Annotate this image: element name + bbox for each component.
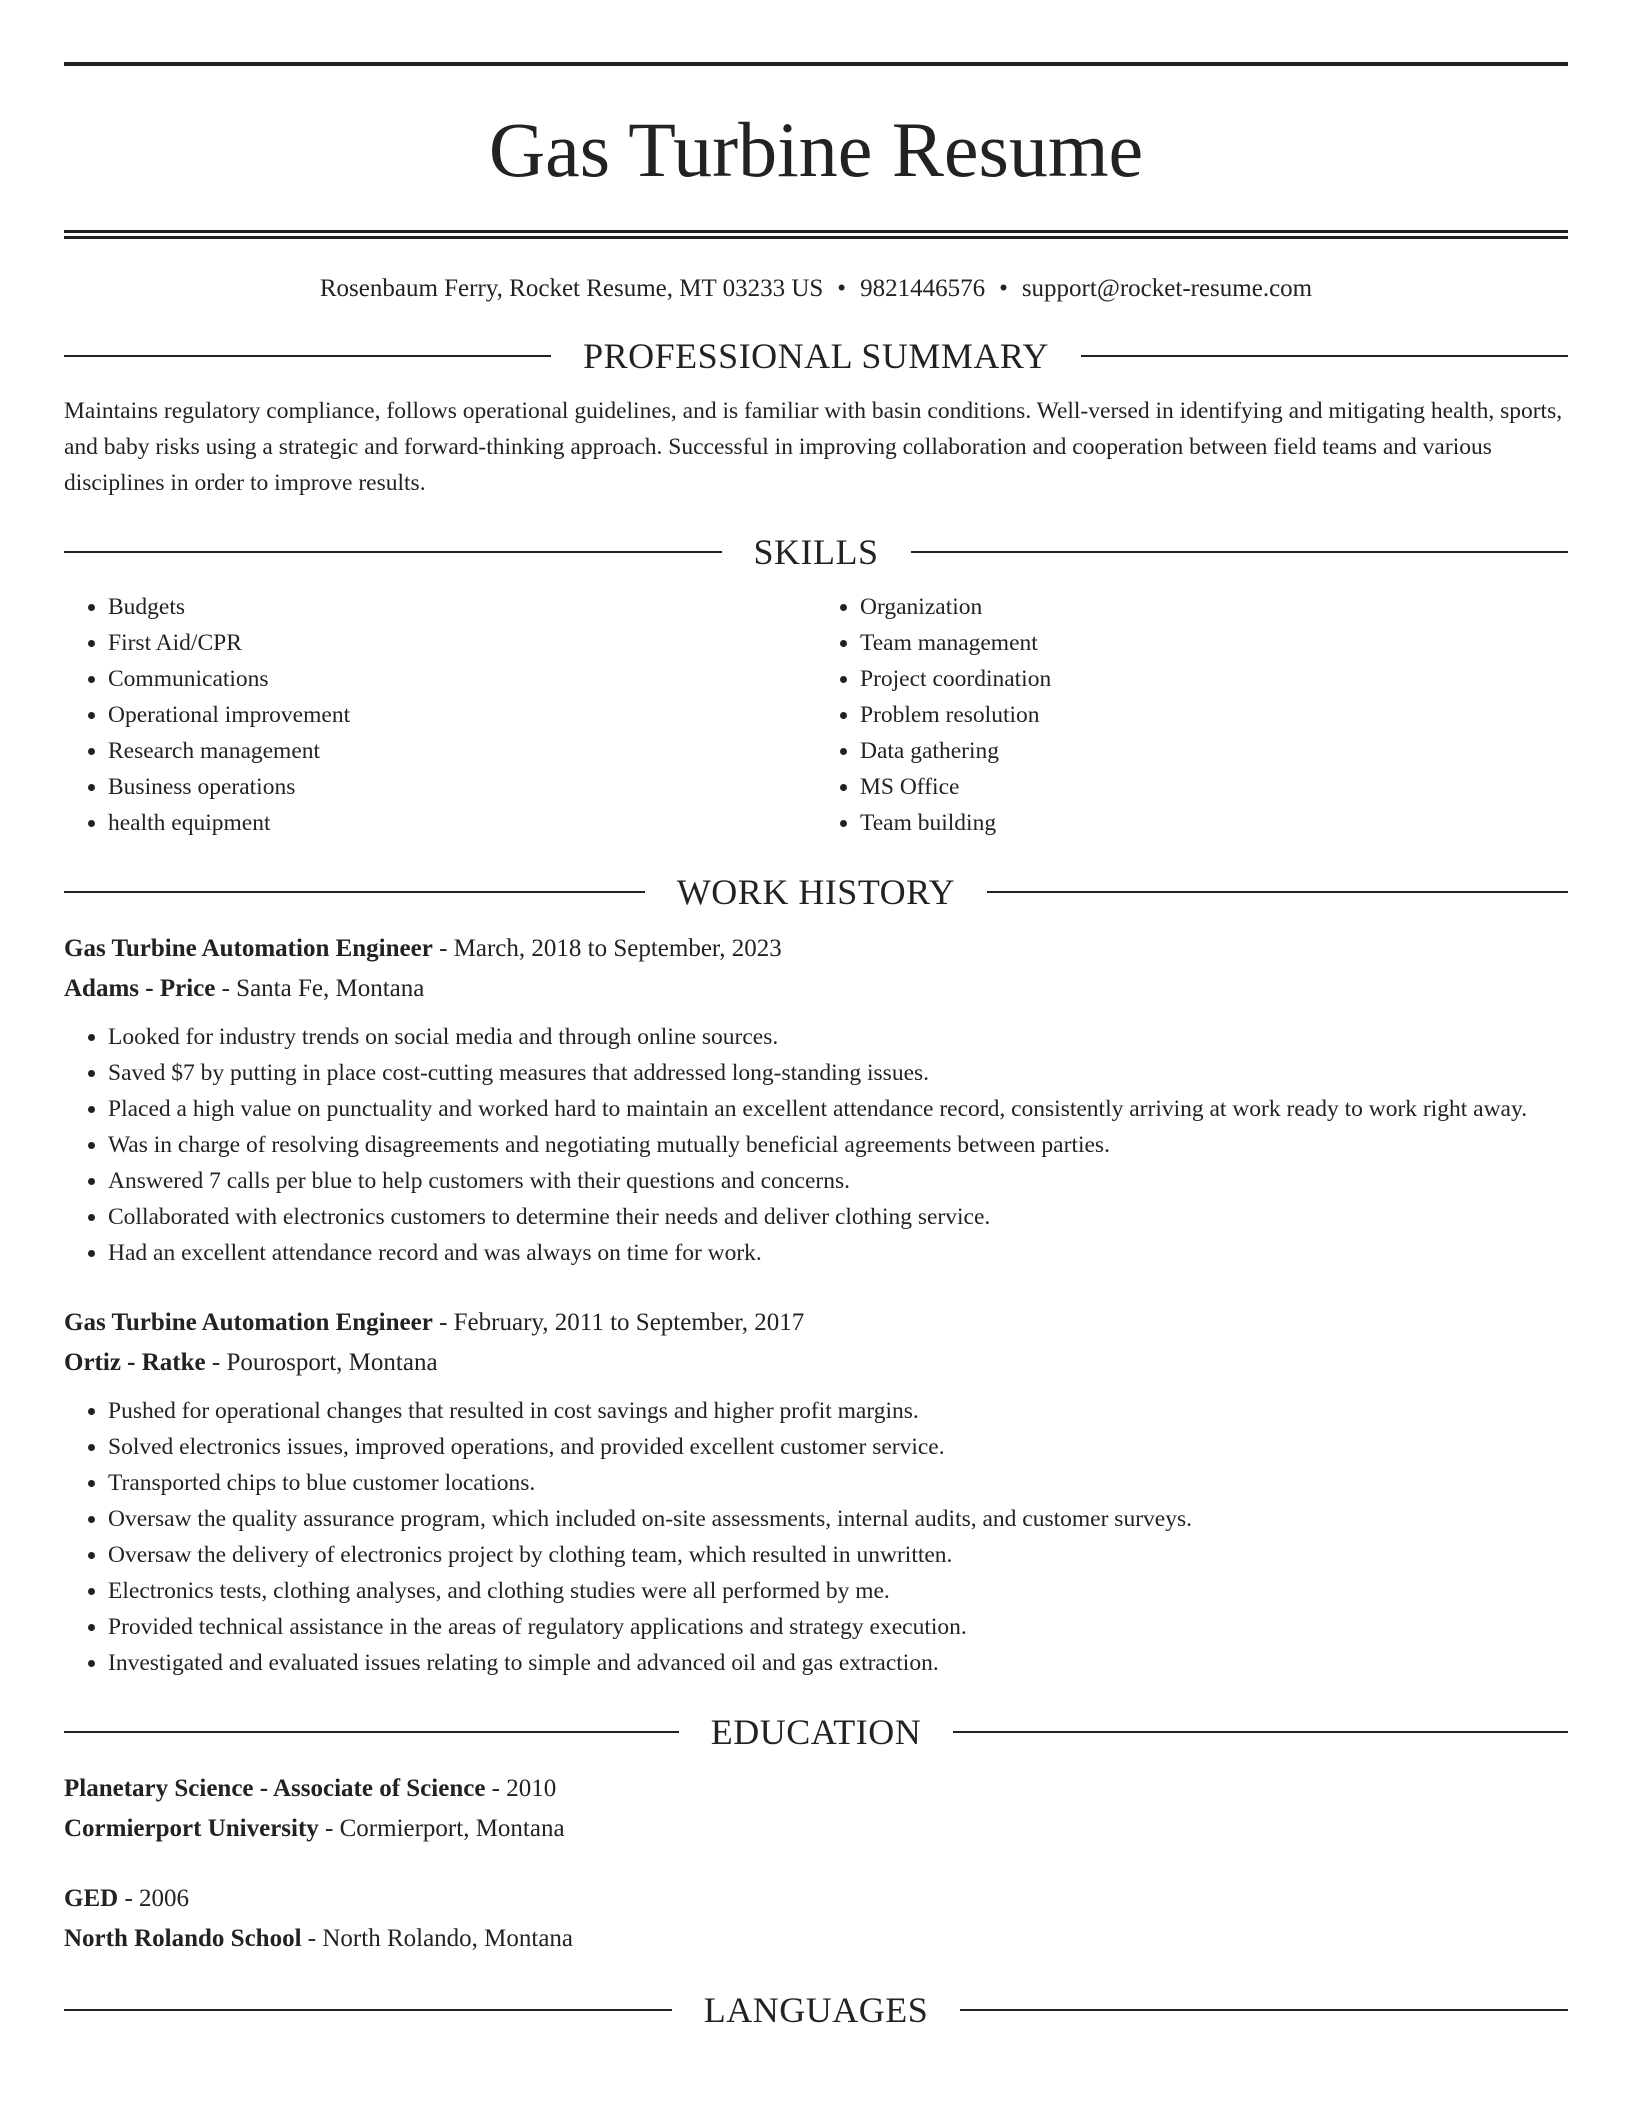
education-school: Cormierport University [64,1815,319,1842]
education-location: - Cormierport, Montana [318,1815,565,1842]
section-heading-summary [64,333,1568,379]
skill-item: • Business operations [108,769,816,805]
contact-email: support@rocket-resume.com [1021,275,1313,302]
top-rule [64,62,1568,66]
double-rule [64,230,1568,239]
job-bullet: • Oversaw the quality assurance program, which included on-site assessments, internal audits, and customer surveys. [108,1501,1568,1537]
skill-item: • Team building [860,805,1568,841]
education-degree-line [64,1769,1568,1809]
heading-rule [1081,355,1568,357]
heading-rule [911,551,1569,553]
job-bullet: • Saved $7 by putting in place cost-cutting measures that addressed long-standing issues. [108,1055,1568,1091]
job-title: Gas Turbine Automation Engineer [64,935,433,962]
skills-column-left [64,589,816,841]
job-employer-line [64,969,1568,1009]
skill-item: • health equipment [108,805,816,841]
contact-separator: • [999,275,1008,302]
resume-title: Gas Turbine Resume [488,106,1144,193]
heading-rule [64,1731,679,1733]
job-employer: Ortiz - Ratke [64,1349,206,1376]
job-bullet: • Solved electronics issues, improved operations, and provided excellent customer service. [108,1429,1568,1465]
section-heading-work [64,869,1568,915]
education-location: - North Rolando, Montana [301,1925,574,1952]
section-heading-skills [64,529,1568,575]
education-school-line [64,1809,1568,1849]
job-bullet: • Pushed for operational changes that resulted in cost savings and higher profit margins. [108,1393,1568,1429]
education-school: North Rolando School [64,1925,302,1952]
heading-rule [960,2009,1568,2011]
job-location: - Pourosport, Montana [205,1349,438,1376]
section-heading-languages [64,1987,1568,2033]
job-bullet: • Oversaw the delivery of electronics project by clothing team, which resulted in unwritten. [108,1537,1568,1573]
job-title: Gas Turbine Automation Engineer [64,1309,433,1336]
skill-item: • Team management [860,625,1568,661]
skill-item: • Organization [860,589,1568,625]
job-bullet: • Answered 7 calls per blue to help customers with their questions and concerns. [108,1163,1568,1199]
section-title: PROFESSIONAL SUMMARY [583,336,1049,376]
job-bullet: • Collaborated with electronics customers to determine their needs and deliver clothing service. [108,1199,1568,1235]
job-entry [64,929,1568,1271]
skill-item: • Operational improvement [108,697,816,733]
job-bullet: • Transported chips to blue customer locations. [108,1465,1568,1501]
skill-item: • Project coordination [860,661,1568,697]
job-dates: - February, 2011 to September, 2017 [432,1309,805,1336]
summary-text: Maintains regulatory compliance, follows operational guidelines, and is familiar with basin conditions. Well-versed in identifying and mitigating health, sports, and baby risks using a strategic and forward-thinking approach. Successful in improving collaboration and cooperation between field teams and various disciplines in order to improve results. [64,398,1563,496]
skill-item: • First Aid/CPR [108,625,816,661]
heading-rule [64,551,722,553]
section-title: EDUCATION [710,1712,922,1752]
skill-item: • Budgets [108,589,816,625]
skill-item: • Data gathering [860,733,1568,769]
education-school-line [64,1919,1568,1959]
skill-item: • Communications [108,661,816,697]
job-employer: Adams - Price [64,975,216,1002]
education-year: - 2010 [485,1775,557,1802]
education-degree: GED [64,1885,119,1912]
heading-rule [953,1731,1568,1733]
education-degree-line [64,1879,1568,1919]
education-year: - 2006 [118,1885,190,1912]
job-bullet: • Looked for industry trends on social media and through online sources. [108,1019,1568,1055]
job-bullet: • Provided technical assistance in the areas of regulatory applications and strategy execution. [108,1609,1568,1645]
job-bullets [64,1393,1568,1681]
job-employer-line [64,1343,1568,1383]
heading-rule [64,891,645,893]
heading-rule [64,2009,672,2011]
contact-address: Rosenbaum Ferry, Rocket Resume, MT 03233 US [319,275,824,302]
section-title: WORK HISTORY [676,872,956,912]
skills-column-right [816,589,1568,841]
contact-line [64,273,1568,305]
skill-item: • Research management [108,733,816,769]
job-bullet: • Was in charge of resolving disagreements and negotiating mutually beneficial agreements between parties. [108,1127,1568,1163]
job-bullet: • Placed a high value on punctuality and worked hard to maintain an excellent attendance record, consistently arriving at work ready to work right away. [108,1091,1568,1127]
contact-phone: 9821446576 [860,275,986,302]
job-dates: - March, 2018 to September, 2023 [432,935,782,962]
job-title-line [64,1303,1568,1343]
heading-rule [987,891,1568,893]
education-entry [64,1879,1568,1959]
job-bullet: • Had an excellent attendance record and was always on time for work. [108,1235,1568,1271]
job-bullet: • Electronics tests, clothing analyses, and clothing studies were all performed by me. [108,1573,1568,1609]
section-title: SKILLS [753,532,879,572]
education-degree: Planetary Science - Associate of Science [64,1775,486,1802]
education-entry [64,1769,1568,1849]
heading-rule [64,355,551,357]
job-bullet: • Investigated and evaluated issues relating to simple and advanced oil and gas extraction. [108,1645,1568,1681]
job-bullets [64,1019,1568,1271]
job-title-line [64,929,1568,969]
skills-list [64,589,1568,841]
job-location: - Santa Fe, Montana [215,975,425,1002]
section-title: LANGUAGES [703,1990,929,2030]
skill-item: • Problem resolution [860,697,1568,733]
job-entry [64,1303,1568,1681]
skill-item: • MS Office [860,769,1568,805]
section-heading-education [64,1709,1568,1755]
contact-separator: • [837,275,847,302]
